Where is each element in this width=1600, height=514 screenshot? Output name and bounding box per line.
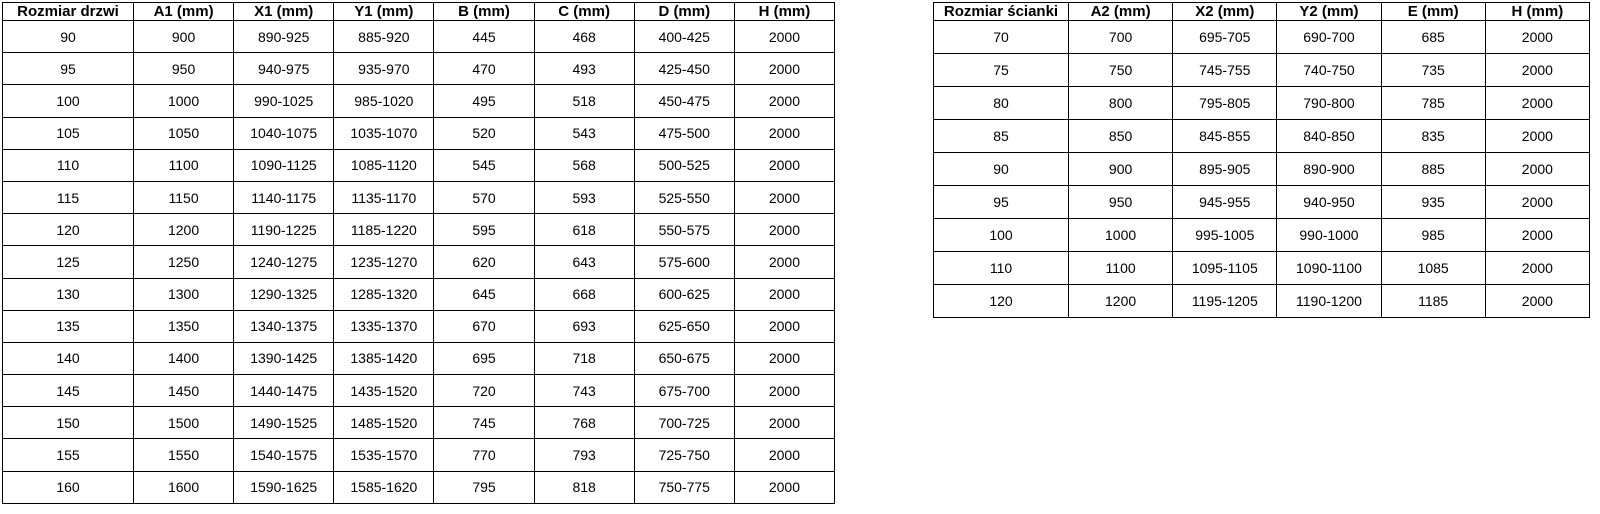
table-cell: 1150 [134, 181, 234, 213]
table-cell: 643 [534, 246, 634, 278]
table-cell: 518 [534, 85, 634, 117]
table-cell: 2000 [734, 214, 834, 246]
table-cell: 1340-1375 [234, 310, 334, 342]
table-cell: 1040-1075 [234, 117, 334, 149]
table-cell: 85 [934, 120, 1069, 153]
table-cell: 1290-1325 [234, 278, 334, 310]
table-cell: 2000 [734, 342, 834, 374]
table-cell: 900 [1069, 153, 1173, 186]
table-cell: 593 [534, 181, 634, 213]
table-cell: 850 [1069, 120, 1173, 153]
table-cell: 495 [434, 85, 534, 117]
table-cell: 550-575 [634, 214, 734, 246]
table-cell: 890-900 [1277, 153, 1381, 186]
table-cell: 2000 [1485, 21, 1589, 54]
table-cell: 935-970 [334, 53, 434, 85]
table-cell: 735 [1381, 54, 1485, 87]
table-cell: 1585-1620 [334, 471, 434, 503]
table-row [934, 21, 1590, 54]
column-header: Y1 (mm) [334, 3, 434, 21]
column-header: D (mm) [634, 3, 734, 21]
table-cell: 150 [3, 407, 134, 439]
table-cell: 1490-1525 [234, 407, 334, 439]
table-cell: 900 [134, 21, 234, 53]
table-cell: 1090-1100 [1277, 252, 1381, 285]
table-cell: 1450 [134, 375, 234, 407]
table-row [3, 278, 835, 310]
table-cell: 795 [434, 471, 534, 503]
table-cell: 1190-1225 [234, 214, 334, 246]
table-cell: 520 [434, 117, 534, 149]
table-cell: 768 [534, 407, 634, 439]
table-cell: 445 [434, 21, 534, 53]
table-cell: 1000 [1069, 219, 1173, 252]
table-cell: 618 [534, 214, 634, 246]
table-cell: 2000 [734, 53, 834, 85]
table-cell: 595 [434, 214, 534, 246]
table-cell: 160 [3, 471, 134, 503]
table-cell: 155 [3, 439, 134, 471]
table-cell: 795-805 [1173, 87, 1277, 120]
table-cell: 1400 [134, 342, 234, 374]
column-header: C (mm) [534, 3, 634, 21]
table-cell: 700-725 [634, 407, 734, 439]
table-cell: 695 [434, 342, 534, 374]
table-cell: 2000 [734, 117, 834, 149]
table-cell: 693 [534, 310, 634, 342]
table-cell: 130 [3, 278, 134, 310]
table-cell: 935 [1381, 186, 1485, 219]
table-cell: 750 [1069, 54, 1173, 87]
table-cell: 650-675 [634, 342, 734, 374]
column-header: X2 (mm) [1173, 3, 1277, 21]
table-cell: 1390-1425 [234, 342, 334, 374]
table-cell: 100 [3, 85, 134, 117]
table-row [3, 439, 835, 471]
table-cell: 125 [3, 246, 134, 278]
table-cell: 645 [434, 278, 534, 310]
table-cell: 1500 [134, 407, 234, 439]
table-row [3, 407, 835, 439]
table-cell: 1550 [134, 439, 234, 471]
table-cell: 793 [534, 439, 634, 471]
table-cell: 985 [1381, 219, 1485, 252]
table-cell: 2000 [734, 278, 834, 310]
table-cell: 120 [3, 214, 134, 246]
table-cell: 620 [434, 246, 534, 278]
table-cell: 1090-1125 [234, 149, 334, 181]
table-row [3, 375, 835, 407]
table-cell: 110 [934, 252, 1069, 285]
table-cell: 500-525 [634, 149, 734, 181]
table-cell: 835 [1381, 120, 1485, 153]
column-header: A2 (mm) [1069, 3, 1173, 21]
table-cell: 470 [434, 53, 534, 85]
table-cell: 685 [1381, 21, 1485, 54]
table-cell: 1250 [134, 246, 234, 278]
table-cell: 145 [3, 375, 134, 407]
table-cell: 2000 [734, 310, 834, 342]
column-header: Rozmiar ścianki [934, 3, 1069, 21]
table-cell: 135 [3, 310, 134, 342]
table-cell: 668 [534, 278, 634, 310]
table-cell: 2000 [734, 439, 834, 471]
table-cell: 2000 [1485, 87, 1589, 120]
table-cell: 1600 [134, 471, 234, 503]
table-cell: 1095-1105 [1173, 252, 1277, 285]
table-cell: 990-1025 [234, 85, 334, 117]
table-row [934, 87, 1590, 120]
table-cell: 845-855 [1173, 120, 1277, 153]
table-cell: 2000 [734, 181, 834, 213]
table-cell: 2000 [1485, 153, 1589, 186]
table-cell: 745-755 [1173, 54, 1277, 87]
table-cell: 2000 [734, 149, 834, 181]
table-cell: 570 [434, 181, 534, 213]
table-cell: 1185 [1381, 285, 1485, 318]
table-cell: 1590-1625 [234, 471, 334, 503]
table-row [3, 85, 835, 117]
table-cell: 2000 [1485, 252, 1589, 285]
table-cell: 2000 [734, 375, 834, 407]
table-cell: 1135-1170 [334, 181, 434, 213]
table-cell: 115 [3, 181, 134, 213]
table-cell: 2000 [1485, 219, 1589, 252]
table-cell: 670 [434, 310, 534, 342]
table-cell: 105 [3, 117, 134, 149]
table-cell: 995-1005 [1173, 219, 1277, 252]
wall-dimensions-table [933, 2, 1590, 318]
table-cell: 725-750 [634, 439, 734, 471]
table-cell: 1185-1220 [334, 214, 434, 246]
table-cell: 1285-1320 [334, 278, 434, 310]
table-cell: 1200 [1069, 285, 1173, 318]
column-header: X1 (mm) [234, 3, 334, 21]
table-cell: 100 [934, 219, 1069, 252]
table-cell: 800 [1069, 87, 1173, 120]
table-row [3, 342, 835, 374]
table-cell: 543 [534, 117, 634, 149]
table-cell: 1485-1520 [334, 407, 434, 439]
table-cell: 950 [134, 53, 234, 85]
table-row [934, 153, 1590, 186]
table-cell: 1100 [134, 149, 234, 181]
table-cell: 1235-1270 [334, 246, 434, 278]
table-cell: 1440-1475 [234, 375, 334, 407]
table-cell: 2000 [1485, 54, 1589, 87]
table-cell: 95 [934, 186, 1069, 219]
table-cell: 450-475 [634, 85, 734, 117]
table-cell: 2000 [734, 21, 834, 53]
table-cell: 675-700 [634, 375, 734, 407]
column-header: B (mm) [434, 3, 534, 21]
table-row [934, 54, 1590, 87]
table-cell: 80 [934, 87, 1069, 120]
table-row [3, 149, 835, 181]
table-cell: 1140-1175 [234, 181, 334, 213]
table-cell: 895-905 [1173, 153, 1277, 186]
table-cell: 70 [934, 21, 1069, 54]
table-cell: 700 [1069, 21, 1173, 54]
column-header: Y2 (mm) [1277, 3, 1381, 21]
header-row [3, 3, 835, 21]
table-cell: 695-705 [1173, 21, 1277, 54]
table-cell: 525-550 [634, 181, 734, 213]
table-cell: 890-925 [234, 21, 334, 53]
table-cell: 718 [534, 342, 634, 374]
door-dimensions-table [2, 2, 835, 504]
table-row [934, 120, 1590, 153]
table-row [934, 252, 1590, 285]
table-cell: 950 [1069, 186, 1173, 219]
table-cell: 90 [934, 153, 1069, 186]
table-cell: 690-700 [1277, 21, 1381, 54]
table-cell: 885-920 [334, 21, 434, 53]
table-row [3, 214, 835, 246]
table-cell: 2000 [1485, 285, 1589, 318]
table-cell: 1435-1520 [334, 375, 434, 407]
column-header: H (mm) [1485, 3, 1589, 21]
table-row [3, 21, 835, 53]
table-cell: 990-1000 [1277, 219, 1381, 252]
table-cell: 2000 [734, 471, 834, 503]
table-cell: 745 [434, 407, 534, 439]
table-row [934, 186, 1590, 219]
table-cell: 468 [534, 21, 634, 53]
table-cell: 840-850 [1277, 120, 1381, 153]
table-cell: 493 [534, 53, 634, 85]
column-header: E (mm) [1381, 3, 1485, 21]
table-cell: 140 [3, 342, 134, 374]
table-cell: 750-775 [634, 471, 734, 503]
table-row [3, 246, 835, 278]
table-cell: 1300 [134, 278, 234, 310]
table-cell: 2000 [734, 85, 834, 117]
table-cell: 770 [434, 439, 534, 471]
table-cell: 625-650 [634, 310, 734, 342]
table-cell: 545 [434, 149, 534, 181]
table-cell: 985-1020 [334, 85, 434, 117]
table-cell: 1535-1570 [334, 439, 434, 471]
table-cell: 945-955 [1173, 186, 1277, 219]
table-cell: 1335-1370 [334, 310, 434, 342]
table-cell: 1035-1070 [334, 117, 434, 149]
table-cell: 740-750 [1277, 54, 1381, 87]
table-cell: 1195-1205 [1173, 285, 1277, 318]
table-cell: 720 [434, 375, 534, 407]
table-cell: 885 [1381, 153, 1485, 186]
table-cell: 75 [934, 54, 1069, 87]
table-cell: 400-425 [634, 21, 734, 53]
table-cell: 743 [534, 375, 634, 407]
table-cell: 1540-1575 [234, 439, 334, 471]
table-cell: 120 [934, 285, 1069, 318]
column-header: A1 (mm) [134, 3, 234, 21]
table-cell: 1190-1200 [1277, 285, 1381, 318]
table-cell: 568 [534, 149, 634, 181]
table-row [3, 117, 835, 149]
column-header: H (mm) [734, 3, 834, 21]
table-cell: 940-950 [1277, 186, 1381, 219]
table-cell: 1240-1275 [234, 246, 334, 278]
table-cell: 818 [534, 471, 634, 503]
table-cell: 1200 [134, 214, 234, 246]
table-cell: 1000 [134, 85, 234, 117]
table-row [3, 310, 835, 342]
table-cell: 1085-1120 [334, 149, 434, 181]
header-row [934, 3, 1590, 21]
column-header: Rozmiar drzwi [3, 3, 134, 21]
table-row [3, 471, 835, 503]
table-row [934, 285, 1590, 318]
table-cell: 475-500 [634, 117, 734, 149]
table-cell: 2000 [734, 246, 834, 278]
table-cell: 90 [3, 21, 134, 53]
table-cell: 110 [3, 149, 134, 181]
table-cell: 940-975 [234, 53, 334, 85]
table-cell: 1350 [134, 310, 234, 342]
table-cell: 2000 [1485, 120, 1589, 153]
table-cell: 2000 [734, 407, 834, 439]
table-cell: 575-600 [634, 246, 734, 278]
table-cell: 600-625 [634, 278, 734, 310]
table-cell: 1100 [1069, 252, 1173, 285]
table-cell: 785 [1381, 87, 1485, 120]
table-cell: 790-800 [1277, 87, 1381, 120]
table-cell: 425-450 [634, 53, 734, 85]
table-cell: 2000 [1485, 186, 1589, 219]
table-cell: 1085 [1381, 252, 1485, 285]
table-row [3, 181, 835, 213]
table-row [3, 53, 835, 85]
table-cell: 95 [3, 53, 134, 85]
table-row [934, 219, 1590, 252]
table-cell: 1050 [134, 117, 234, 149]
table-cell: 1385-1420 [334, 342, 434, 374]
